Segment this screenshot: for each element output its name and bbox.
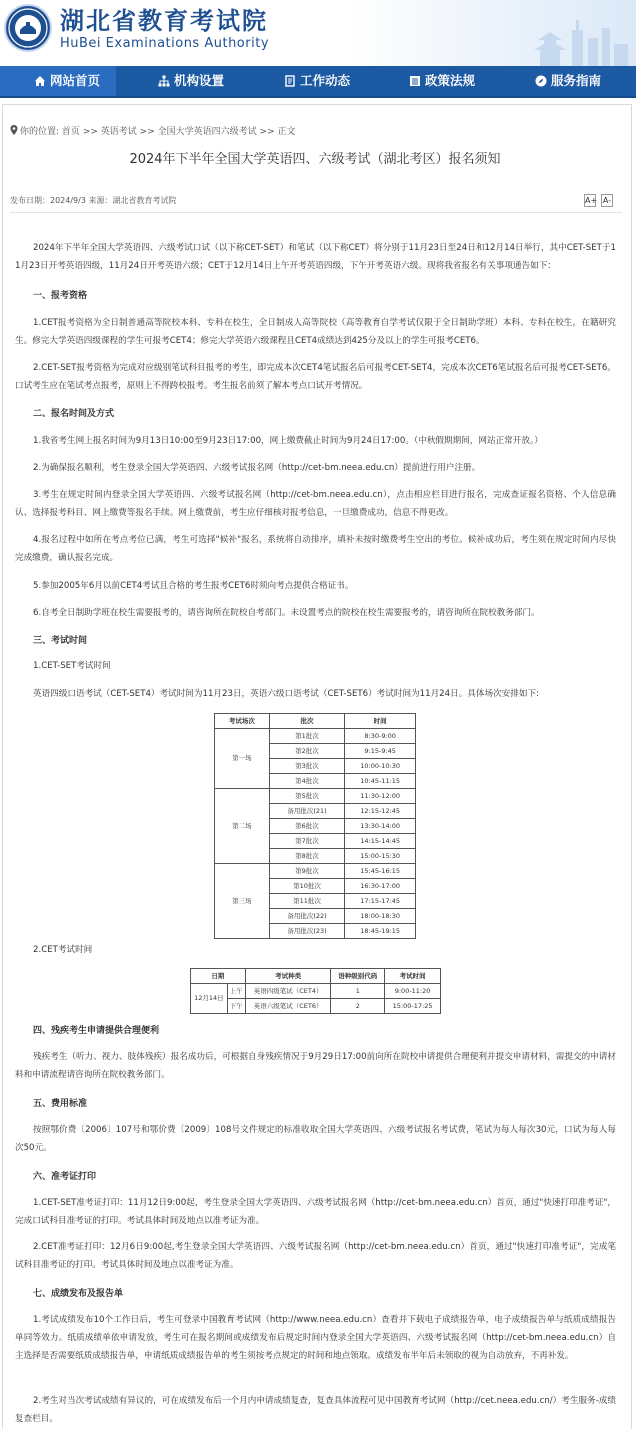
paragraph: 2.CET-SET报考资格为完成对应级别笔试科目报考的考生，即完成本次CET4笔试报名后可报考CET-SET4，完成本次CET6笔试报名后可报考CET-SET6。口试考生应在笔试考点报考，原则上不得跨校报考。考生报名前须了解本考点口试开考情况。 (15, 363, 616, 391)
table-cell: 15:00-17:25 (385, 999, 441, 1014)
table-cell: 上午 (227, 984, 245, 999)
paragraph: 6.自考全日制助学班在校生需要报考的，请咨询所在院校自考部门。未设置考点的院校在校生需要报考的，请咨询所在院校教务部门。 (33, 608, 540, 618)
table-row (215, 864, 416, 879)
table-cell: 18:00-18:30 (345, 909, 416, 924)
table-cell: 第8批次 (269, 849, 345, 864)
table-cell: 第10批次 (269, 879, 345, 894)
document-icon (284, 75, 296, 87)
table-cell: 备用批次(23) (269, 924, 345, 939)
section-heading: 七、成绩发布及报告单 (33, 1289, 124, 1299)
table-cell: 英语六级笔试（CET6） (245, 999, 331, 1014)
breadcrumb-prefix: 你的位置: (20, 127, 60, 137)
table-cell: 第二场 (215, 789, 270, 864)
cet-set-schedule-table (214, 713, 416, 939)
table-cell: 12月14日 (191, 984, 228, 1014)
table-header: 考试场次 (215, 714, 270, 729)
site-title: 湖北省教育考试院 (60, 7, 268, 35)
table-row (191, 984, 441, 999)
breadcrumb-sep: >> (259, 127, 275, 137)
paragraph: 2.考生对当次考试成绩有异议的，可在成绩发布后一个月内申请成绩复查，复查具体流程可见中国教育考试网（http://cet.neea.edu.cn/）考生服务-成绩复查栏目。 (15, 1396, 616, 1424)
section-heading: 一、报考资格 (33, 291, 88, 301)
table-cell: 第5批次 (269, 789, 345, 804)
table-cell: 9:15-9:45 (345, 744, 416, 759)
article-title: 2024年下半年全国大学英语四、六级考试（湖北考区）报名须知 (129, 152, 501, 167)
nav-organization-label: 机构设置 (174, 73, 225, 88)
paragraph: 4.报名过程中如所在考点考位已满，考生可选择"候补"报名，系统将自动排序，填补未按时缴费考生空出的考位。候补成功后，考生须在规定时间内尽快完成缴费，确认报名完成。 (15, 535, 616, 563)
paragraph: 1.我省考生网上报名时间为9月13日10:00至9月23日17:00，网上缴费截止时间为9月24日17:00。（中秋假期期间，网站正常开放。） (33, 436, 543, 446)
table-cell: 15:00-15:30 (345, 849, 416, 864)
breadcrumb-english-exams[interactable]: 英语考试 (100, 127, 137, 137)
section-heading: 二、报名时间及方式 (33, 409, 115, 419)
nav-news-label: 工作动态 (300, 73, 351, 88)
table-cell: 下午 (227, 999, 245, 1014)
table-cell: 第2批次 (269, 744, 345, 759)
table-cell: 第3批次 (269, 759, 345, 774)
city-skyline-decoration (516, 0, 636, 66)
book-icon (409, 75, 421, 87)
nav-organization[interactable] (158, 66, 224, 96)
nav-news[interactable] (284, 66, 350, 96)
paragraph: 英语四级口语考试（CET-SET4）考试时间为11月23日，英语六级口语考试（CET-SET6）考试时间为11月24日。具体场次安排如下: (33, 689, 539, 699)
table-cell: 11:30-12:00 (345, 789, 416, 804)
table-cell: 备用批次(22) (269, 909, 345, 924)
paragraph: 5.参加2005年6月以前CET4考试且合格的考生报考CET6时须向考点提供合格证书。 (33, 581, 354, 591)
table-cell: 12:15-12:45 (345, 804, 416, 819)
paragraph: 按照鄂价费〔2006〕107号和鄂价费〔2009〕108号文件规定的标准收取全国大学英语四、六级考试报名考试费，笔试为每人每次30元，口试为每人每次50元。 (15, 1125, 616, 1153)
breadcrumb-current: 正文 (277, 127, 296, 137)
compass-icon (535, 75, 547, 87)
table-header-row (191, 969, 441, 984)
font-larger-button[interactable]: A+ (585, 196, 598, 205)
intro-paragraph: 2024年下半年全国大学英语四、六级考试口试（以下称CET-SET）和笔试（以下称CET）将分别于11月23日至24日和12月14日举行，其中CET-SET于11月23日开考英语四级，11月24日开考英语六级；CET于12月14日上午开考英语四级，下午开考英语六级。现将我省报名有关事项通告如下： (15, 243, 616, 271)
paragraph: 1.CET报考资格为全日制普通高等院校本科、专科在校生，全日制成人高等院校（高等教育自学考试仅限于全日制助学班）本科、专科在校生，在籍研究生。修完大学英语四级课程的学生可报考CET4；修完大学英语六级课程且CET4成绩达到425分及以上的学生可报考CET6。 (15, 318, 616, 346)
table-cell: 14:15-14:45 (345, 834, 416, 849)
table-header: 语种级别代码 (331, 969, 385, 984)
subheading: 1.CET-SET考试时间 (33, 661, 111, 671)
table-cell: 第4批次 (269, 774, 345, 789)
paragraph: 2.CET准考证打印：12月6日9:00起,考生登录全国大学英语四、六级考试报名网（http://cet-bm.neea.edu.cn）首页，通过"快速打印准考证"，完成笔试科目准考证的打印。考试具体时间及地点以准考证为准。 (15, 1242, 616, 1270)
table-cell: 8:30-9:00 (345, 729, 416, 744)
paragraph: 1.考试成绩发布10个工作日后，考生可登录中国教育考试网（http://www.neea.edu.cn）查看并下载电子成绩报告单，电子成绩报告单与纸质成绩报告单同等效力。纸质成绩单依申请发放，考生可在报名期间或成绩发布后规定时间内登录全国大学英语四、六级考试报名网（http://cet-bm.neea.edu.cn）自主选择是否需要纸质成绩报告单，申请纸质成绩报告单的考生须按考点规定的时间和地点领取。成绩发布半年后未领取的视为自动放弃，不再补发。 (15, 1315, 616, 1361)
table-header: 考试种类 (245, 969, 331, 984)
table-cell: 10:45-11:15 (345, 774, 416, 789)
table-cell: 第9批次 (269, 864, 345, 879)
paragraph: 3.考生在规定时间内登录全国大学英语四、六级考试报名网（http://cet-bm.neea.edu.cn），点击相应栏目进行报名，完成查证报名资格、个人信息确认、选择报考科目、网上缴费等报名手续。网上缴费前，考生应仔细核对报考信息，一旦缴费成功，信息不得更改。 (15, 490, 616, 518)
table-cell: 英语四级笔试（CET4） (245, 984, 331, 999)
table-row (215, 789, 416, 804)
nav-service-label: 服务指南 (551, 73, 602, 88)
section-heading: 三、考试时间 (33, 636, 88, 646)
nav-policy-label: 政策法规 (425, 73, 476, 88)
table-cell: 2 (331, 999, 385, 1014)
table-cell: 16:30-17:00 (345, 879, 416, 894)
table-cell: 第1批次 (269, 729, 345, 744)
font-smaller-button[interactable]: A- (602, 196, 612, 205)
article-meta: 发布日期：2024/9/3 来源：湖北省教育考试院 (10, 196, 177, 205)
nav-home[interactable] (0, 66, 116, 96)
breadcrumb (10, 125, 296, 138)
nav-policy[interactable] (409, 66, 475, 96)
table-cell: 第三场 (215, 864, 270, 939)
breadcrumb-home[interactable]: 首页 (61, 127, 80, 137)
authority-logo[interactable] (4, 4, 52, 52)
table-cell: 17:15-17:45 (345, 894, 416, 909)
section-heading: 六、准考证打印 (33, 1172, 97, 1182)
table-cell: 13:30-14:00 (345, 819, 416, 834)
table-header-row (215, 714, 416, 729)
subheading: 2.CET考试时间 (33, 945, 93, 955)
nav-home-label: 网站首页 (50, 73, 101, 88)
table-header: 日期 (191, 969, 246, 984)
section-heading: 五、费用标准 (33, 1099, 88, 1109)
paragraph: 2.为确保报名顺利，考生登录全国大学英语四、六级考试报名网（http://cet-bm.neea.edu.cn）提前进行用户注册。 (33, 463, 481, 473)
breadcrumb-sep: >> (82, 127, 98, 137)
org-chart-icon (158, 75, 170, 87)
cet-schedule-table (190, 968, 441, 1014)
table-cell: 10:00-10:30 (345, 759, 416, 774)
paragraph: 残疾考生（听力、视力、肢体残疾）报名成功后，可根据自身残疾情况于9月29日17:00前向所在院校申请提供合理便利并提交申请材料，需提交的申请材料和申请流程请咨询所在院校教务部门。 (15, 1052, 616, 1080)
home-icon (34, 75, 46, 87)
table-cell: 第6批次 (269, 819, 345, 834)
table-cell: 15:45-16:15 (345, 864, 416, 879)
table-header: 时间 (345, 714, 416, 729)
table-row (215, 729, 416, 744)
section-heading: 四、残疾考生申请提供合理便利 (33, 1026, 160, 1036)
table-header: 批次 (269, 714, 345, 729)
table-cell: 18:45-19:15 (345, 924, 416, 939)
divider (10, 212, 622, 213)
site-subtitle: HuBei Examinations Authority (60, 36, 270, 51)
table-row (191, 999, 441, 1014)
table-cell: 第11批次 (269, 894, 345, 909)
breadcrumb-sep: >> (139, 127, 155, 137)
table-cell: 第一场 (215, 729, 270, 789)
table-cell: 1 (331, 984, 385, 999)
site-header (0, 0, 636, 66)
table-cell: 第7批次 (269, 834, 345, 849)
table-cell: 9:00-11:20 (385, 984, 441, 999)
paragraph: 1.CET-SET准考证打印：11月12日9:00起，考生登录全国大学英语四、六级考试报名网（http://cet-bm.neea.edu.cn）首页，通过"快速打印准考证"，完成口试科目准考证的打印。考试具体时间及地点以准考证为准。 (15, 1198, 617, 1226)
nav-service[interactable] (535, 66, 601, 96)
location-pin-icon (10, 125, 18, 135)
main-nav (0, 66, 636, 98)
table-cell: 备用批次(21) (269, 804, 345, 819)
breadcrumb-cet[interactable]: 全国大学英语四六级考试 (157, 127, 257, 137)
table-header: 考试时间 (385, 969, 441, 984)
